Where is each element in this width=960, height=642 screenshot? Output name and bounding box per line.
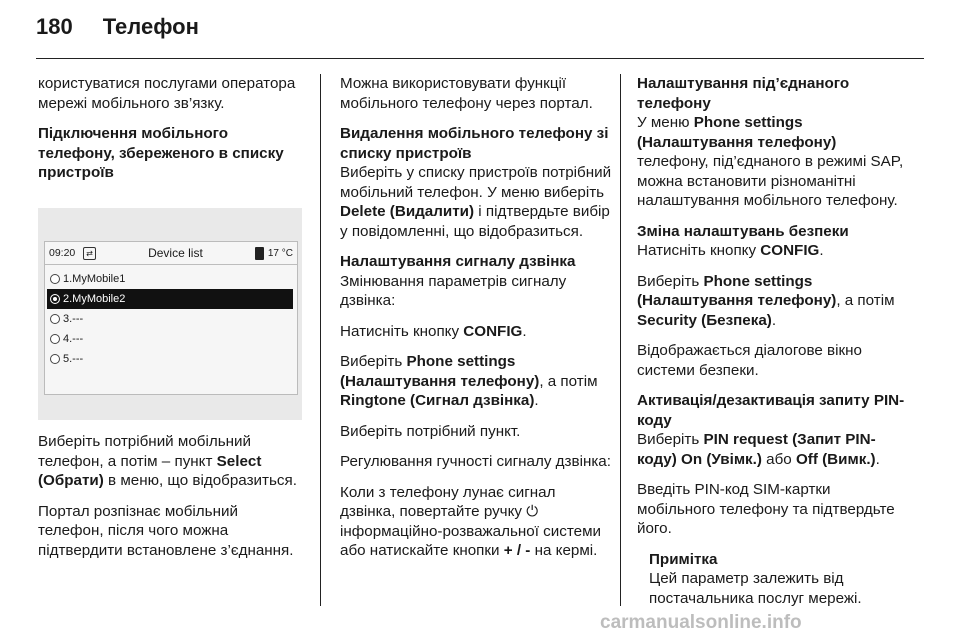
note-text: Цей параметр залежить від постачальника послуг мережі. [649,570,862,607]
device-list-item[interactable]: 1.MyMobile1 [45,269,297,289]
paragraph: Натисніть кнопку CONFIG. [637,242,824,259]
section-heading: Видалення мобільного телефону зі списку пристроїв [340,125,609,162]
column-1 [38,74,300,183]
device-list-item[interactable]: 4.--- [45,329,297,349]
paragraph: Відображається діалогове вікно системи безпеки. [637,342,862,379]
column-1-lower [38,432,300,571]
device-list-item-selected[interactable]: 2.MyMobile2 [47,289,293,309]
paragraph: Регулювання гучності сигналу дзвінка: [340,453,611,470]
device-list [45,265,297,369]
radio-icon [50,334,60,344]
screen-time: 09:20 [49,247,76,259]
section-heading: Налаштування під’єднаного телефону [637,75,850,112]
paragraph: Можна використовувати функції мобільного телефону через портал. [340,75,593,112]
section-heading: Активація/дезактивація запиту PIN-коду [637,392,905,429]
paragraph: Натисніть кнопку CONFIG. [340,322,527,340]
screen-title: Device list [148,246,203,260]
paragraph: користуватися послугами оператора мережі мобільного зв’язку. [38,75,296,112]
paragraph: Виберіть потрібний мобільний телефон, а потім – пункт Select (Обрати) в меню, що відобразиться. [38,433,297,489]
radio-selected-icon [50,294,60,304]
column-divider [320,74,321,606]
watermark: carmanualsonline.info [600,612,802,633]
header-rule [36,58,924,59]
section-heading: Підключення мобільного телефону, збереженого в списку пристроїв [38,125,284,181]
column-2 [340,74,612,572]
device-list-item[interactable]: 5.--- [45,349,297,369]
paragraph: Виберіть у списку пристроїв потрібний мобільний телефон. У меню виберіть Delete (Видалити) і підтвердьте вибір у повідомленні, що відобразиться. [340,164,612,240]
radio-icon [50,274,60,284]
section-heading: Зміна налаштувань безпеки [637,222,849,240]
screen-status-bar [45,242,297,265]
phone-link-icon: ⇄ [83,247,96,260]
note-box [649,550,909,609]
paragraph: Введіть PIN-код SIM-картки мобільного телефону та підтвердьте його. [637,481,895,537]
note-title: Примітка [649,550,718,568]
device-list-item[interactable]: 3.--- [45,309,297,329]
column-divider [620,74,621,606]
paragraph: У меню Phone settings (Налаштування телефону) телефону, під’єднаного в режимі SAP, можна встановити різноманітні налаштування мобільного телефону. [637,114,904,209]
page-title: Телефон [102,14,199,39]
section-heading: Налаштування сигналу дзвінка [340,253,576,270]
column-3 [637,74,909,608]
device-list-screenshot [38,208,302,420]
page-header [36,14,199,48]
paragraph: Портал розпізнає мобільний телефон, після чого можна підтвердити встановлене з’єднання. [38,502,294,559]
radio-icon [50,314,60,324]
paragraph: Змінювання параметрів сигналу дзвінка: [340,272,567,309]
screen-temperature: 17 °C [267,247,293,259]
display-screen [44,241,298,395]
power-knob-icon: ⏻ [526,503,539,520]
paragraph: Виберіть потрібний пункт. [340,422,521,440]
radio-icon [50,354,60,364]
mobile-phone-icon [255,247,264,260]
page-number: 180 [36,14,73,39]
paragraph: Виберіть Phone settings (Налаштування телефону), а потім Security (Безпека). [637,272,895,329]
paragraph: Виберіть PIN request (Запит PIN-коду) On (Увімк.) або Off (Вимк.). [637,431,880,468]
paragraph: Виберіть Phone settings (Налаштування телефону), а потім Ringtone (Сигнал дзвінка). [340,353,598,409]
paragraph: Коли з телефону лунає сигнал дзвінка, повертайте ручку ⏻ інформаційно-розважальної системи або натискайте кнопки + / - на кермі. [340,483,601,559]
